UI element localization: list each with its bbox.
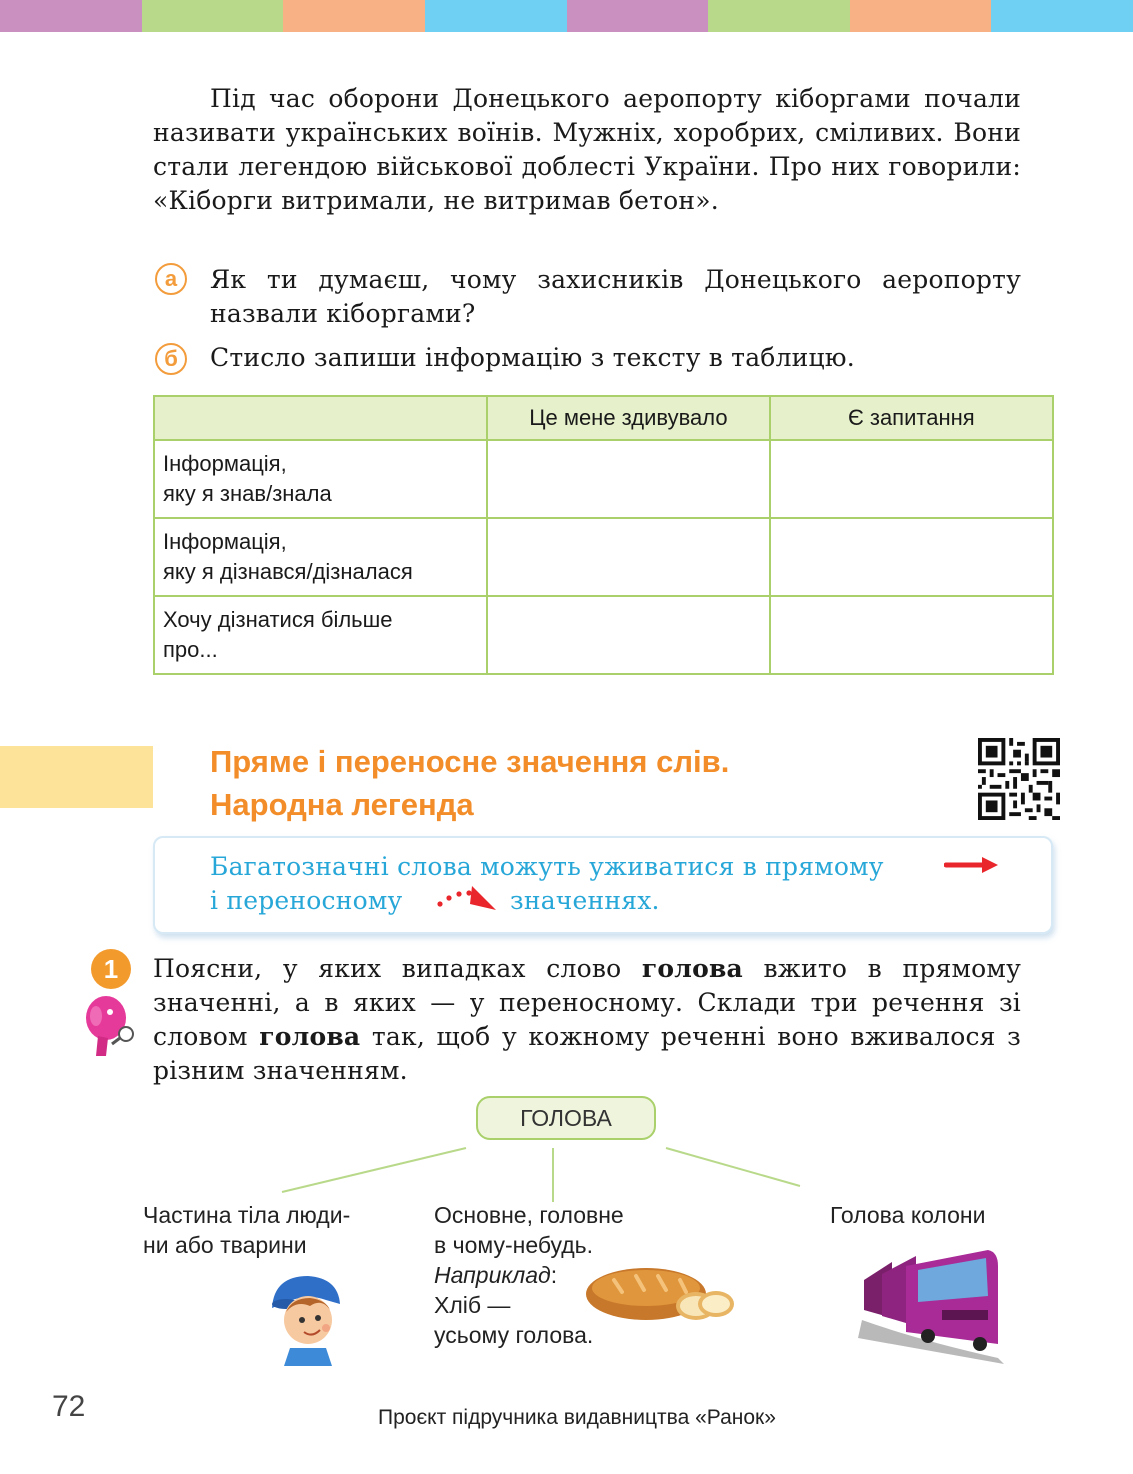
row-label-line: Хочу дізнатися більше bbox=[163, 607, 393, 632]
table-row bbox=[154, 440, 1053, 518]
color-strip-segment bbox=[142, 0, 284, 32]
direct-meaning-arrow-icon bbox=[944, 854, 1000, 876]
row-label-line: про... bbox=[163, 637, 218, 662]
task1-text-part: вжито в прямому значенні, а в яких — у переносному. Склади три речення зі словом bbox=[153, 954, 1021, 1051]
footer-text: Проєкт підручника видавництва «Ранок» bbox=[378, 1406, 776, 1429]
qr-code-icon[interactable] bbox=[978, 738, 1060, 820]
table-cell-empty[interactable] bbox=[487, 440, 769, 518]
question-a-marker: а bbox=[155, 263, 187, 295]
boy-illustration-icon bbox=[266, 1270, 346, 1370]
bus-column-illustration-icon bbox=[858, 1240, 1004, 1364]
diagram-word: ГОЛОВА bbox=[476, 1096, 656, 1140]
intro-text: Під час оборони Донецького аеропорту кіборгами почали називати українських воїнів. Мужніх, хоробрих, сміливих. Вони стали легендою військової доблесті України. Про них говорили: «Кіборги витримали, не витримав бетон». bbox=[153, 84, 1021, 215]
meaning-left-line: ни або тварини bbox=[143, 1232, 307, 1258]
task1-text-part: Поясни, у яких випадках слово bbox=[153, 954, 642, 983]
table-cell-empty[interactable] bbox=[487, 518, 769, 596]
table-cell-empty[interactable] bbox=[770, 596, 1053, 674]
row-label-line: яку я дізнався/дізналася bbox=[163, 559, 413, 584]
table-row bbox=[154, 596, 1053, 674]
meaning-left bbox=[143, 1200, 350, 1260]
table-header-cell: Є запитання bbox=[770, 396, 1053, 440]
meaning-left-line: Частина тіла люди- bbox=[143, 1202, 351, 1228]
info-table bbox=[153, 395, 1054, 675]
meaning-center-line: Основне, головне bbox=[434, 1202, 624, 1228]
row-label bbox=[154, 518, 487, 596]
table-header-cell: Це мене здивувало bbox=[487, 396, 769, 440]
question-a-text: Як ти думаєш, чому захисників Донецького аеропорту назвали кіборгами? bbox=[210, 265, 1021, 328]
row-label bbox=[154, 440, 487, 518]
row-label-line: яку я знав/знала bbox=[163, 481, 332, 506]
intro-paragraph bbox=[153, 82, 1021, 218]
table-cell-empty[interactable] bbox=[770, 440, 1053, 518]
color-strip-segment bbox=[283, 0, 425, 32]
page-number: 72 bbox=[52, 1390, 86, 1423]
example-colon: : bbox=[550, 1262, 558, 1288]
meaning-center-line: в чому-небудь. bbox=[434, 1232, 594, 1258]
section-title bbox=[210, 740, 729, 826]
table-header-cell bbox=[154, 396, 487, 440]
color-strip-segment bbox=[425, 0, 567, 32]
rule-line-2a: і переносному bbox=[210, 886, 403, 915]
row-label-line: Інформація, bbox=[163, 451, 287, 476]
color-strip-segment bbox=[708, 0, 850, 32]
section-title-line: Народна легенда bbox=[210, 787, 474, 822]
rule-line-2b: значеннях. bbox=[510, 886, 660, 915]
task1-text bbox=[153, 952, 1021, 1088]
example-label: Наприклад bbox=[434, 1262, 551, 1288]
rule-line-1: Багатозначні слова можуть уживатися в прямому bbox=[210, 852, 884, 881]
meaning-center-line: Хліб — bbox=[434, 1292, 511, 1318]
color-strip-segment bbox=[991, 0, 1133, 32]
table-cell-empty[interactable] bbox=[487, 596, 769, 674]
color-strip-segment bbox=[850, 0, 992, 32]
row-label-line: Інформація, bbox=[163, 529, 287, 554]
task1-text-part: так, щоб у кожному реченні воно вживалося з різним значенням. bbox=[153, 1022, 1022, 1085]
color-strip-segment bbox=[567, 0, 709, 32]
figurative-meaning-arrow-icon bbox=[436, 880, 498, 914]
task1-bold-word: голова bbox=[641, 954, 743, 983]
table-row bbox=[154, 518, 1053, 596]
question-b-marker: б bbox=[155, 343, 187, 375]
top-color-strip bbox=[0, 0, 1133, 32]
question-b-text: Стисло запиши інформацію з тексту в таблицю. bbox=[210, 343, 855, 372]
section-title-line: Пряме і переносне значення слів. bbox=[210, 744, 730, 779]
color-strip-segment bbox=[0, 0, 142, 32]
table-header-row bbox=[154, 396, 1053, 440]
task1-bold-word: голова bbox=[259, 1022, 361, 1051]
section-tab-decoration bbox=[0, 746, 153, 808]
task-number-badge: 1 bbox=[91, 949, 131, 989]
meaning-center-line: усьому голова. bbox=[434, 1322, 594, 1348]
pink-character-icon bbox=[82, 994, 138, 1060]
meaning-right: Голова колони bbox=[830, 1202, 986, 1228]
table-cell-empty[interactable] bbox=[770, 518, 1053, 596]
bread-illustration-icon bbox=[584, 1262, 738, 1328]
diagram-connectors bbox=[270, 1140, 810, 1204]
row-label bbox=[154, 596, 487, 674]
